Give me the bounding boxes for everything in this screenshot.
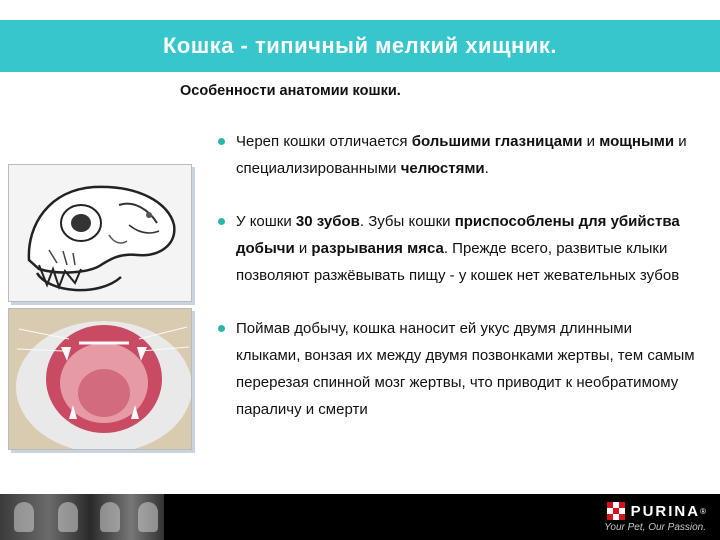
- footer-bar: [0, 494, 720, 540]
- slide-subtitle: Особенности анатомии кошки.: [180, 83, 401, 99]
- title-bar: [0, 20, 720, 72]
- bullet-text-part: и специализированными: [236, 133, 687, 177]
- mouth-photo: [9, 309, 191, 449]
- bullet-text-part: . Зубы кошки: [359, 213, 455, 230]
- bullet-text-part: .: [484, 160, 489, 177]
- bullet-text-part: . Прежде всего, развитые клыки позволяют разжёвывать пищу - у кошек нет жевательных зубов: [236, 240, 680, 284]
- bullet-text-part: разрывания мяса: [311, 240, 444, 257]
- bullet-dot-icon: [218, 218, 225, 225]
- registered-mark: ®: [700, 506, 706, 516]
- footer-photo-strip: [0, 494, 164, 540]
- bullet-text-part: большими глазницами: [411, 133, 583, 150]
- bullet-text-part: и: [294, 240, 312, 257]
- person-with-pet-icon: [58, 502, 78, 532]
- cat-skull-image: [8, 164, 192, 302]
- checkerboard-icon: [607, 502, 625, 520]
- cat-mouth-image: [8, 308, 192, 450]
- bullet-list: [218, 128, 698, 449]
- brand-tagline: Your Pet, Our Passion.: [604, 522, 706, 533]
- bullet-dot-icon: [218, 325, 225, 332]
- bullet-text-part: Череп кошки отличается: [236, 133, 412, 150]
- purina-logo: [604, 502, 706, 533]
- brand-name: PURINA: [630, 502, 701, 520]
- person-with-pet-icon: [100, 502, 120, 532]
- person-with-pet-icon: [138, 502, 158, 532]
- bullet-text-part: У кошки: [236, 213, 296, 230]
- bullet-dot-icon: [218, 138, 225, 145]
- slide-title: Кошка - типичный мелкий хищник.: [162, 33, 557, 58]
- bullet-text-part: мощными: [599, 133, 675, 150]
- skull-drawing: [9, 165, 191, 301]
- bullet-item: [218, 208, 698, 289]
- bullet-text-part: и: [582, 133, 600, 150]
- person-with-pet-icon: [14, 502, 34, 532]
- bullet-item: [218, 128, 698, 182]
- bullet-item: [218, 315, 698, 423]
- bullet-text-part: Поймав добычу, кошка наносит ей укус двумя длинными клыками, вонзая их между двумя позвонками жертвы, тем самым перерезая спинной мозг жертвы, что приводит к необратимому параличу и смерти: [236, 320, 695, 418]
- bullet-text-part: 30 зубов: [295, 213, 360, 230]
- bullet-text-part: приспособлены для убийства добычи: [236, 213, 680, 257]
- bullet-text-part: челюстями: [400, 160, 485, 177]
